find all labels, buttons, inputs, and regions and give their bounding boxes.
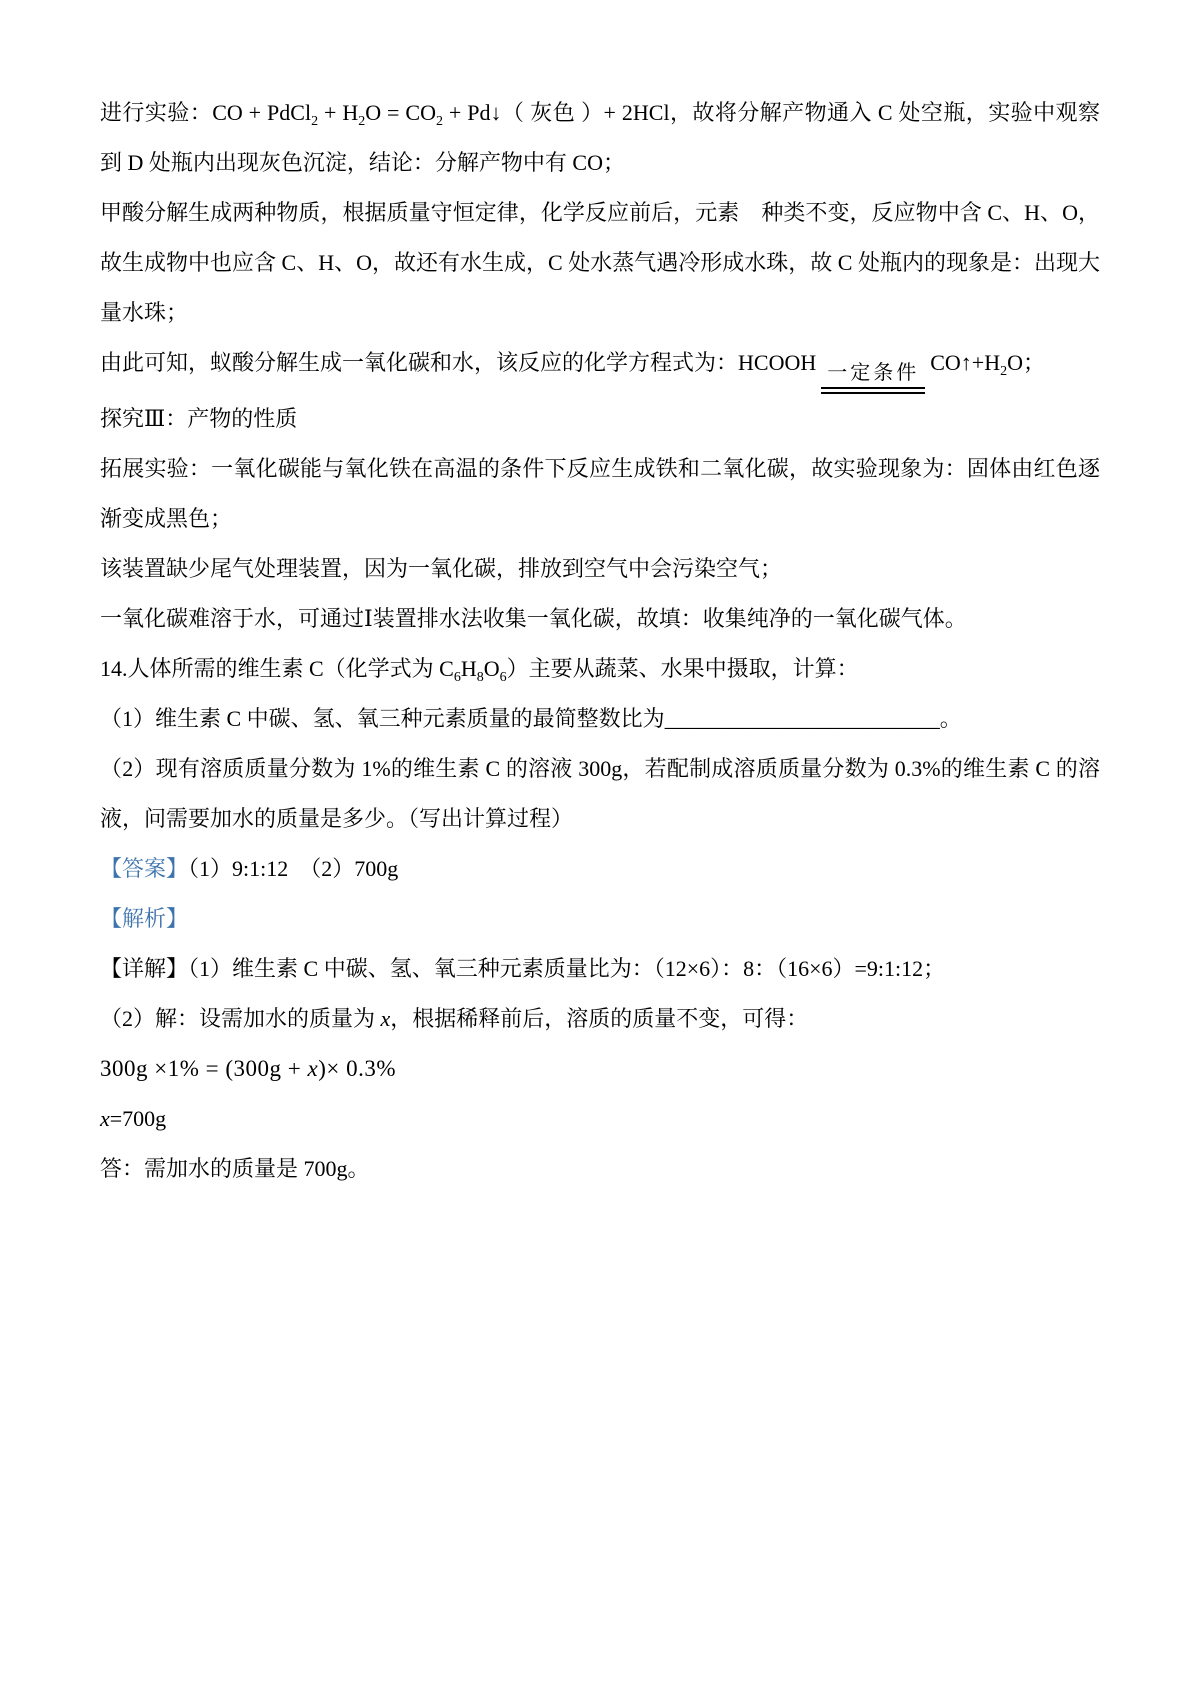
formula-segment-end: )× 0.3%: [318, 1056, 396, 1081]
equation-segment: CO + PdCl: [212, 100, 312, 125]
formula-segment: O: [483, 656, 500, 681]
variable-x: x: [307, 1056, 319, 1081]
equation-segment: + Pd↓（ 灰色 ）+ 2HCl: [442, 100, 670, 125]
part1-period: 。: [939, 706, 962, 731]
question-14-text: 14.人体所需的维生素 C（化学式为 C: [100, 656, 454, 681]
subscript: 8: [476, 670, 484, 685]
result-line: [100, 1094, 1100, 1144]
formula-segment: 300g ×1% = (300g +: [100, 1056, 308, 1081]
equals-double-line: [821, 387, 925, 394]
subscript: 2: [358, 114, 366, 129]
paragraph-conclusion-equation: [100, 338, 1100, 394]
subscript: 2: [435, 114, 443, 129]
paragraph-experiment: [100, 88, 1100, 188]
paragraph-tail-gas: 该装置缺少尾气处理装置，因为一氧化碳，排放到空气中会污染空气；: [100, 556, 783, 581]
paragraph-extension-experiment: 拓展实验：一氧化碳能与氧化铁在高温的条件下反应生成铁和二氧化碳，故实验现象为：固体由红色逐渐变成黑色；: [100, 456, 1100, 531]
paragraph-inquiry-3-heading: 探究Ⅲ：产物的性质: [100, 406, 298, 431]
experiment-intro-text: 进行实验：: [100, 100, 213, 125]
subscript: 2: [311, 114, 319, 129]
detail-text: （1）维生素 C 中碳、氢、氧三种元素质量比为：（12×6）：8：（16×6）=9:1:12；: [188, 956, 946, 981]
paragraph-mass-conservation: 甲酸分解生成两种物质，根据质量守恒定律，化学反应前后，元素 种类不变，反应物中含 C、H、O，故生成物中也应含 C、H、O，故还有水生成，C 处水蒸气遇冷形成水珠，故 C 处瓶内的现象是：出现大量水珠；: [100, 200, 1100, 325]
subscript: 6: [453, 670, 461, 685]
equation-reactant: HCOOH: [738, 350, 817, 375]
dilution-formula: [100, 1044, 1100, 1094]
question-14-part1: [100, 694, 1100, 744]
final-answer-line: 答：需加水的质量是 700g。: [100, 1156, 370, 1181]
hcooh-chemical-equation: [738, 350, 1045, 384]
solution-step2-line: [100, 994, 1100, 1044]
paragraph-water-collection: 一氧化碳难溶于水，可通过Ⅰ装置排水法收集一氧化碳，故填：收集纯净的一氧化碳气体。: [100, 606, 967, 631]
variable-x: x: [100, 1106, 110, 1131]
equation-segment: + H: [318, 100, 359, 125]
subscript: 2: [1000, 364, 1008, 379]
question-14-stem: [100, 644, 1100, 694]
result-value: =700g: [109, 1106, 167, 1131]
analysis-line: [100, 894, 1100, 944]
step2-text: （2）解：设需加水的质量为: [100, 1006, 381, 1031]
answer-line: [100, 844, 1100, 894]
question-14-part2: （2）现有溶质质量分数为 1%的维生素 C 的溶液 300g，若配制成溶质质量分数为 0.3%的维生素 C 的溶液，问需要加水的质量是多少。（写出计算过程）: [100, 756, 1100, 831]
equation-product-end: O；: [1007, 350, 1045, 375]
subscript: 6: [499, 670, 507, 685]
step2-text-end: ，根据稀释前后，溶质的质量不变，可得：: [390, 1006, 809, 1031]
equation-product: CO↑+H: [930, 350, 1001, 375]
conclusion-intro-text: 由此可知，蚁酸分解生成一氧化碳和水，该反应的化学方程式为：: [100, 350, 739, 375]
detail-label: 【详解】: [100, 956, 189, 981]
reaction-condition-stack: [821, 359, 925, 394]
equation-segment: O = CO: [365, 100, 436, 125]
detail-line: [100, 944, 1100, 994]
analysis-label: 【解析】: [100, 906, 189, 931]
variable-x: x: [380, 1006, 391, 1031]
part1-text: （1）维生素 C 中碳、氢、氧三种元素质量的最简整数比为: [100, 706, 665, 731]
answer-blank-line: _________________________: [664, 706, 940, 731]
formula-segment: H: [460, 656, 477, 681]
experiment-conclusion-text: ，故将分解产物通入 C 处空瓶，实验中观察到 D 处瓶内出现灰色沉淀，结论：分解产物中有 CO；: [100, 100, 1100, 175]
answer-value: （1）9:1:12 （2）700g: [188, 856, 399, 881]
reaction-condition-label: 一定条件: [827, 362, 920, 384]
pdcl2-chemical-equation: [212, 100, 670, 129]
answer-label: 【答案】: [100, 856, 189, 881]
question-14-text-end: ）主要从蔬菜、水果中摄取，计算：: [506, 656, 859, 681]
